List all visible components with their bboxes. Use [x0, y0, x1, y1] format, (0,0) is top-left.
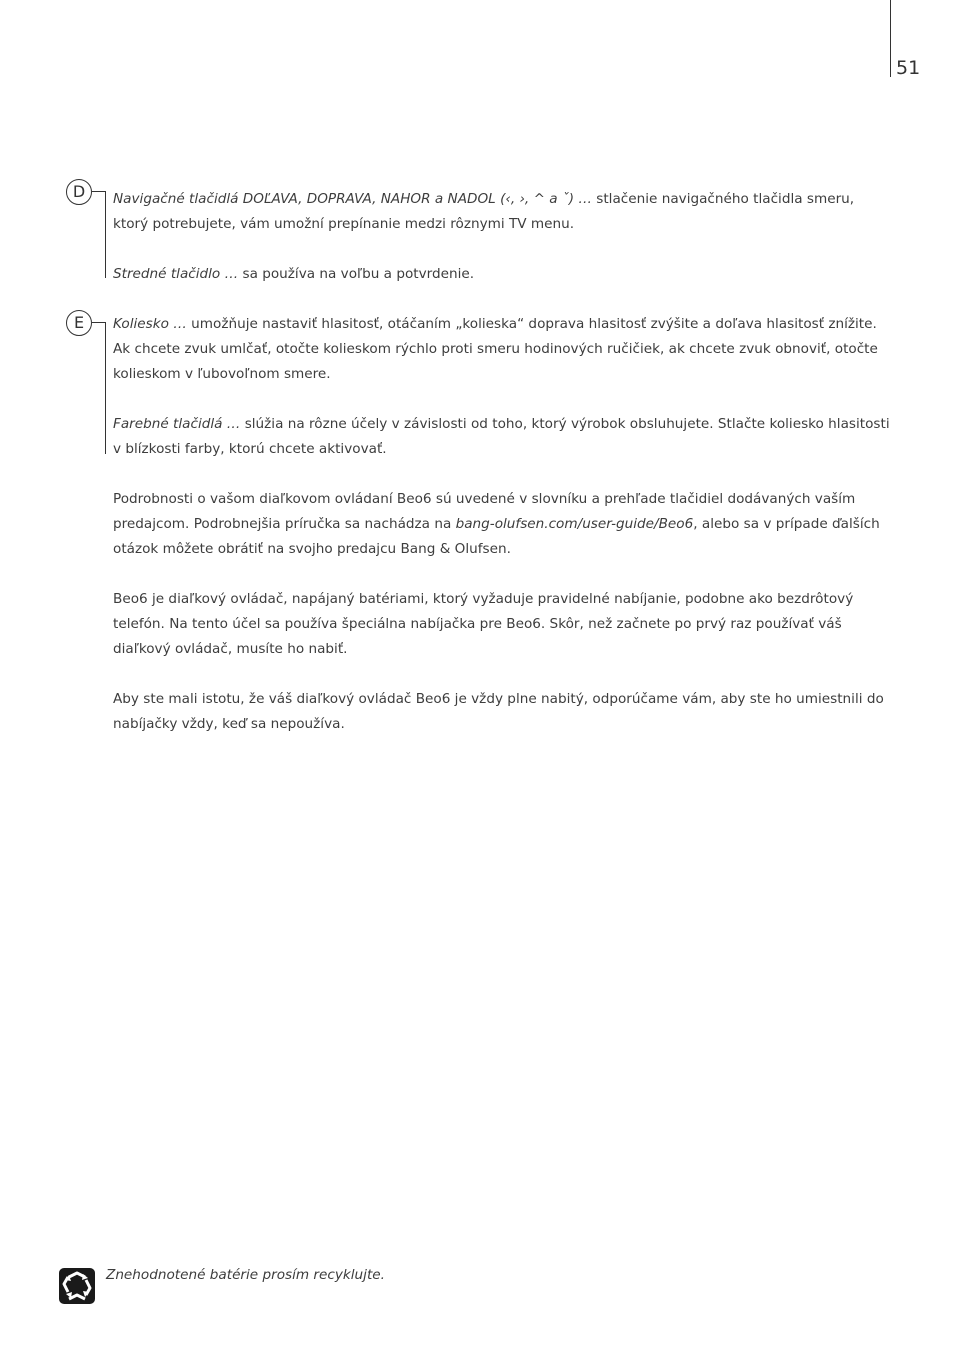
- wheel-paragraph: [113, 312, 893, 387]
- recycle-icon: [59, 1268, 95, 1304]
- charging-paragraph: Aby ste mali istotu, že váš diaľkový ovládač Beo6 je vždy plne nabitý, odporúčame vám, aby ste ho umiestnili do nabíjačky vždy, keď sa nepoužíva.: [113, 691, 884, 732]
- color-buttons-text: slúžia na rôzne účely v závislosti od toho, ktorý výrobok obsluhujete. Stlačte koliesko hlasitosti v blízkosti farby, ktorú chcete aktivovať.: [113, 416, 890, 457]
- nav-buttons-lead: Navigačné tlačidlá DOĽAVA, DOPRAVA, NAHOR a NADOL (‹, ›, ^ a ˇ) …: [113, 191, 592, 207]
- section-marker-e: E: [66, 310, 92, 336]
- section-d-connector: [92, 191, 106, 192]
- arrow-left-icon: ‹: [505, 191, 511, 207]
- user-guide-link[interactable]: bang-olufsen.com/user-guide/Beo6: [455, 516, 694, 532]
- battery-paragraph: Beo6 je diaľkový ovládač, napájaný batériami, ktorý vyžaduje pravidelné nabíjanie, podobne ako bezdrôtový telefón. Na tento účel sa používa špeciálna nabíjačka pre Beo6. Skôr, než začnete po prvý raz používať váš diaľkový ovládač, musíte ho nabiť.: [113, 591, 854, 657]
- nav-buttons-paragraph: [113, 187, 893, 237]
- color-buttons-lead: Farebné tlačidlá …: [113, 416, 241, 432]
- page-number-rule: [890, 0, 891, 77]
- color-buttons-paragraph: [113, 412, 893, 462]
- recycle-note: Znehodnotené batérie prosím recyklujte.: [106, 1267, 385, 1283]
- wheel-text: umožňuje nastaviť hlasitosť, otáčaním „kolieska“ doprava hlasitosť zvýšite a doľava hlasitosť znížite. Ak chcete zvuk umlčať, otočte kolieskom rýchlo proti smeru hodinových ručičiek, ak chcete zvuk obnoviť, otočte kolieskom v ľubovoľnom smere.: [113, 316, 878, 382]
- section-marker-d: D: [66, 179, 92, 205]
- section-e-connector: [92, 322, 106, 323]
- arrow-up-icon: ^: [533, 191, 545, 207]
- arrow-down-icon: ˇ: [561, 191, 569, 207]
- center-button-lead: Stredné tlačidlo …: [113, 266, 239, 282]
- details-paragraph: Podrobnosti o vašom diaľkovom ovládaní Beo6 sú uvedené v slovníku a prehľade tlačidiel dodávaných vaším predajcom. Podrobnejšia príručka sa nachádza na bang-olufsen.com/user-guide/Beo6, alebo sa v prípade ďalších otázok môžete obrátiť na svojho predajcu Bang & Olufsen.: [113, 491, 880, 557]
- page-number: 51: [896, 57, 921, 79]
- section-e-bracket: [105, 322, 106, 454]
- nav-buttons-text: stlačenie navigačného tlačidla smeru, ktorý potrebujete, vám umožní prepínanie medzi rôznymi TV menu.: [113, 191, 855, 232]
- arrow-right-icon: ›: [519, 191, 525, 207]
- section-d-bracket: [105, 191, 106, 278]
- center-button-text: sa používa na voľbu a potvrdenie.: [238, 266, 475, 282]
- center-button-paragraph: [113, 262, 893, 287]
- wheel-lead: Koliesko …: [113, 316, 187, 332]
